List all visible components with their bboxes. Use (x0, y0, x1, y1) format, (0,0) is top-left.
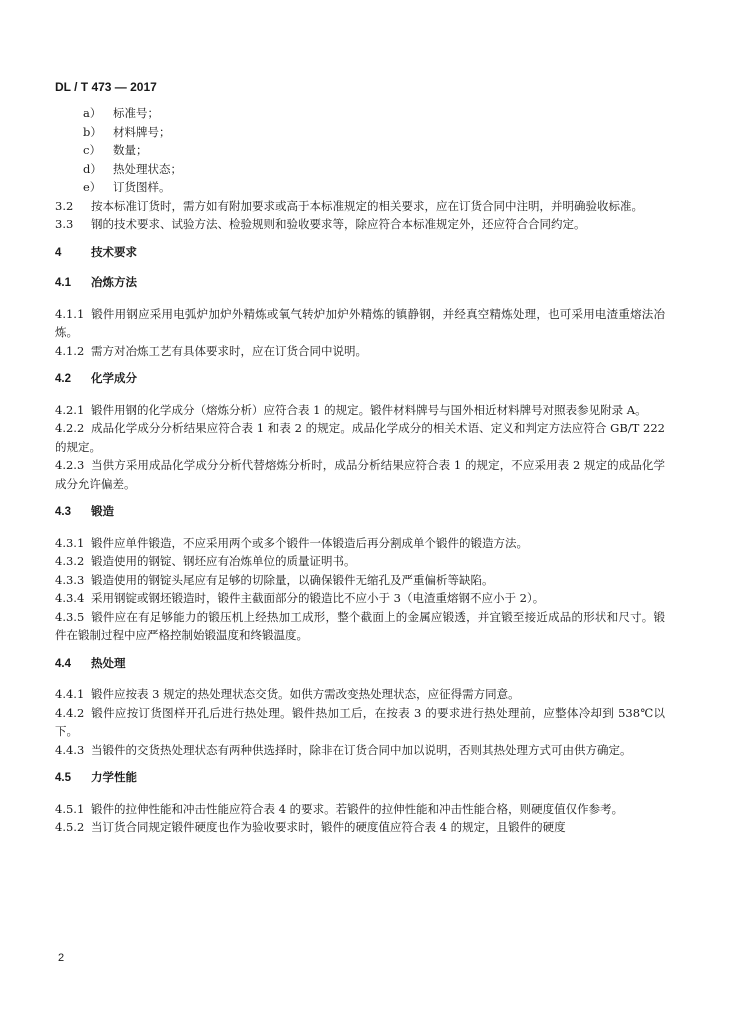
page-number: 2 (58, 952, 65, 964)
list-item: e） 订货图样。 (83, 180, 171, 194)
clause-4-2-3: 4.2.3 当供方采用成品化学成分分析代替熔炼分析时，成品分析结果应符合表 1 的规定，不应采用表 2 规定的成品化学成分允许偏差。 (55, 458, 665, 491)
list-item: d） 热处理状态； (83, 161, 182, 176)
clause-3-2: 3.2 按本标准订货时，需方如有附加要求或高于本标准规定的相关要求，应在订货合同中注明，并明确验收标准。 (55, 198, 643, 213)
clause-4-1-1: 4.1.1 锻件用钢应采用电弧炉加炉外精炼或氧气转炉加炉外精炼的镇静钢，并经真空精炼处理，也可采用电渣重熔法冶炼。 (55, 306, 665, 339)
section-heading-4-2: 4.2 化学成分 (55, 373, 137, 385)
section-heading-4-1: 4.1 冶炼方法 (55, 277, 137, 289)
clause-4-3-5: 4.3.5 锻件应在有足够能力的锻压机上经热加工成形，整个截面上的金属应锻透，并宜锻至接近成品的形状和尺寸。锻件在锻制过程中应严格控制始锻温度和终锻温度。 (55, 609, 665, 642)
clause-4-3-3: 4.3.3 锻造使用的钢锭头尾应有足够的切除量，以确保锻件无缩孔及严重偏析等缺陷。 (55, 572, 494, 587)
clause-4-2-2: 4.2.2 成品化学成分分析结果应符合表 1 和表 2 的规定。成品化学成分的相关术语、定义和判定方法应符合 GB/T 222 的规定。 (55, 421, 665, 454)
section-heading-4-4: 4.4 热处理 (55, 657, 126, 670)
list-item: b） 材料牌号； (83, 124, 171, 139)
clause-3-3: 3.3 钢的技术要求、试验方法、检验规则和验收要求等，除应符合本标准规定外，还应符合合同约定。 (55, 217, 586, 231)
clause-4-5-1: 4.5.1 锻件的拉伸性能和冲击性能应符合表 4 的要求。若锻件的拉伸性能和冲击性能合格，则硬度值仅作参考。 (55, 801, 624, 816)
clause-4-4-1: 4.4.1 锻件应按表 3 规定的热处理状态交货。如供方需改变热处理状态，应征得需方同意。 (55, 687, 520, 701)
section-heading-4: 4 技术要求 (55, 246, 137, 259)
order-items-list (55, 104, 665, 197)
clause-4-5-2: 4.5.2 当订货合同规定锻件硬度也作为验收要求时，锻件的硬度值应符合表 4 的规定，且锻件的硬度 (55, 820, 566, 834)
clause-4-4-3: 4.4.3 当锻件的交货热处理状态有两种供选择时，除非在订货合同中加以说明，否则其热处理方式可由供方确定。 (55, 742, 632, 757)
document-body (55, 104, 665, 837)
list-item: a） 标准号； (83, 106, 159, 120)
clause-4-3-1: 4.3.1 锻件应单件锻造，不应采用两个或多个锻件一体锻造后再分割成单个锻件的锻造方法。 (55, 535, 528, 550)
list-item: c） 数量； (83, 143, 148, 157)
clause-4-1-2: 4.1.2 需方对冶炼工艺有具体要求时，应在订货合同中说明。 (55, 343, 367, 358)
standard-code-header: DL / T 473 — 2017 (55, 80, 157, 94)
clause-4-4-2: 4.4.2 锻件应按订货图样开孔后进行热处理。锻件热加工后，在按表 3 的要求进行热处理前，应整体冷却到 538℃以下。 (55, 705, 665, 738)
clause-4-2-1: 4.2.1 锻件用钢的化学成分（熔炼分析）应符合表 1 的规定。锻件材料牌号与国外相近材料牌号对照表参见附录 A。 (55, 402, 647, 417)
section-heading-4-5: 4.5 力学性能 (55, 772, 137, 784)
section-heading-4-3: 4.3 锻造 (55, 506, 114, 518)
clause-4-3-4: 4.3.4 采用钢锭或钢坯锻造时，锻件主截面部分的锻造比不应小于 3（电渣重熔钢不应小于 2）。 (55, 591, 545, 605)
clause-4-3-2: 4.3.2 锻造使用的钢锭、钢坯应有冶炼单位的质量证明书。 (55, 554, 356, 568)
